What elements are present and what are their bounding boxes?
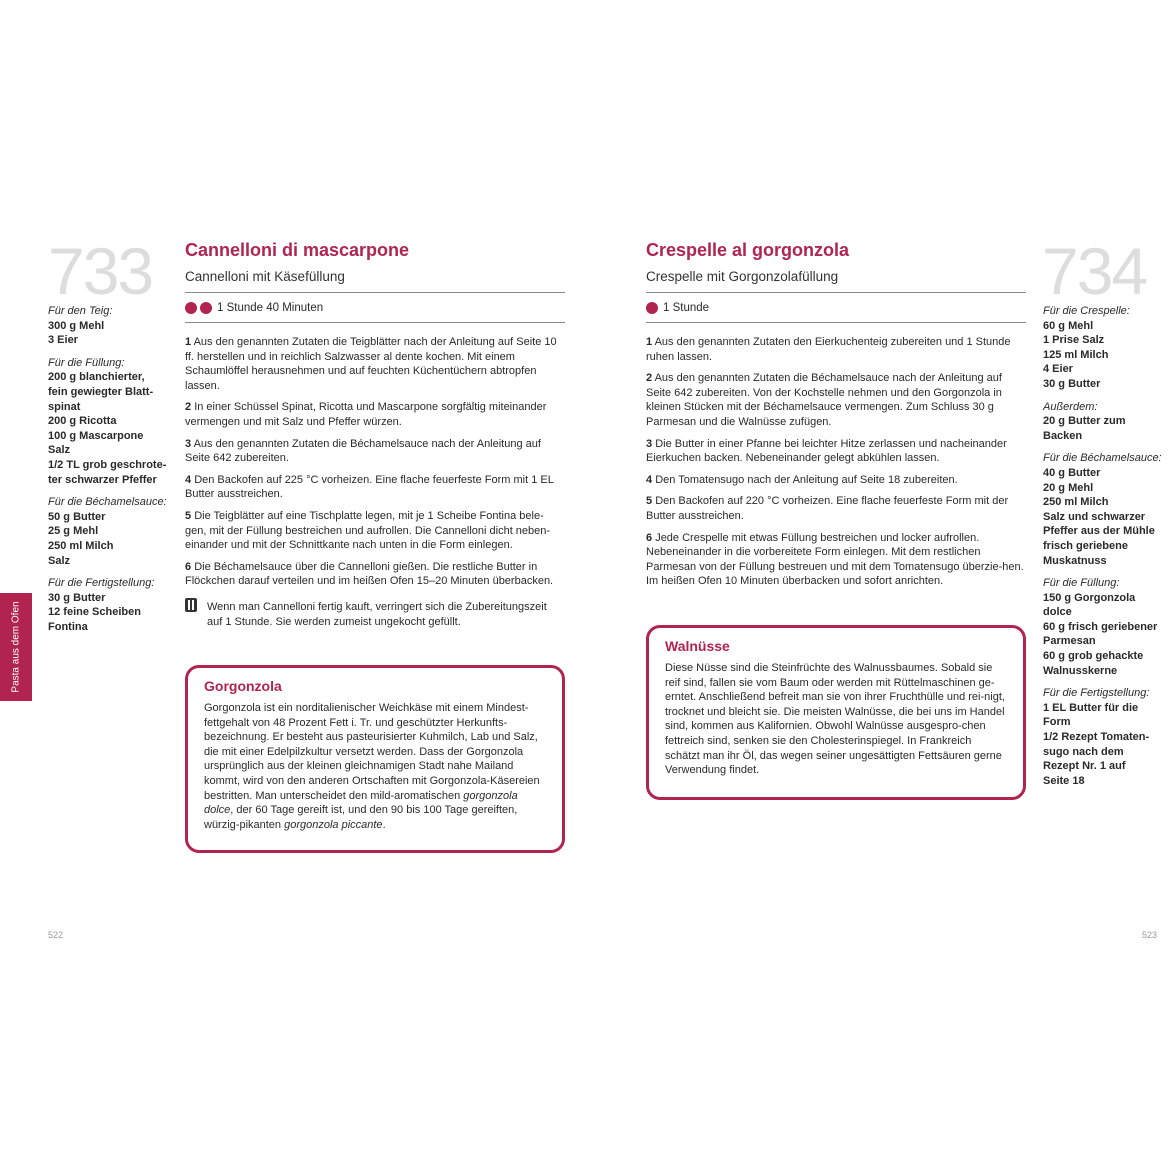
header-rule — [646, 292, 1026, 293]
ingredient-group-label: Für die Füllung: — [1043, 577, 1120, 590]
right-recipe-header — [646, 240, 1026, 284]
recipe-title: Crespelle al gorgonzola — [646, 240, 850, 260]
ingredient-group-items: 300 g Mehl 3 Eier — [48, 319, 105, 347]
prep-time-label: 1 Stunde — [663, 302, 710, 314]
ingredient-group-label: Für die Béchamelsauce: — [48, 496, 167, 509]
step-6: 6 Jede Crespelle mit etwas Füllung bestreichen und locker aufrollen. Nebeneinander in die vorbereitete Form einlegen. Mit dem restlichen Parmesan von der Füllung bestreuen und mit dem Tomatensugo überzie-hen. Im heißen Ofen 10 Minuten überbacken und sofort anrichten. — [646, 531, 1024, 588]
left-ingredients — [48, 304, 178, 642]
time-rule — [185, 322, 565, 323]
step-2: 2 In einer Schüssel Spinat, Ricotta und Mascarpone sorgfältig miteinander vermengen und mit Salz und Pfeffer würzen. — [185, 401, 547, 428]
ingredient-group-label: Für die Fertigstellung: — [48, 577, 155, 590]
prep-time-label: 1 Stunde 40 Minuten — [217, 302, 324, 314]
time-rule — [646, 322, 1026, 323]
step-5: 5 Den Backofen auf 220 °C vorheizen. Eine flache feuerfeste Form mit der Butter ausstreichen. — [646, 495, 1009, 522]
page-number-right: 523 — [1142, 930, 1158, 940]
info-box-title: Walnüsse — [665, 638, 730, 654]
step-5: 5 Die Teigblätter auf eine Tischplatte legen, mit je 1 Scheibe Fontina bele-gen, mit der Füllung bestreichen und aufrollen. Die Cannelloni dicht neben-einander und mit der Schnittkante nach unten in die Form einlegen. — [185, 509, 551, 552]
info-box-title: Gorgonzola — [204, 678, 282, 694]
gorgonzola-info-box — [185, 665, 565, 853]
prep-time — [185, 302, 323, 314]
ingredient-group-items: 200 g blanchierter, fein gewiegter Blatt- spinat 200 g Ricotta 100 g Mascarpone Salz 1/2 TL grob geschrote- ter schwarzer Pfeffer — [48, 371, 167, 486]
step-3: 3 Aus den genannten Zutaten die Béchamelsauce nach der Anleitung auf Seite 642 zubereiten. — [185, 437, 541, 465]
ingredient-group-items: 30 g Butter 12 feine Scheiben Fontina — [48, 591, 141, 633]
recipe-subtitle: Cannelloni mit Käsefüllung — [185, 269, 345, 284]
step-4: 4 Den Backofen auf 225 °C vorheizen. Eine flache feuerfeste Form mit 1 EL Butter ausstreichen. — [185, 473, 554, 501]
ingredient-group-label: Für die Béchamelsauce: — [1043, 452, 1162, 465]
recipe-number-734: 734 — [1042, 234, 1147, 308]
ingredient-group-label: Außerdem: — [1043, 400, 1098, 413]
right-steps — [646, 335, 1026, 596]
ingredient-group-items: 50 g Butter 25 g Mehl 250 ml Milch Salz — [48, 510, 114, 567]
left-steps — [185, 335, 565, 596]
recipe-number-733: 733 — [48, 234, 153, 308]
step-4: 4 Den Tomatensugo nach der Anleitung auf Seite 18 zubereiten. — [646, 473, 958, 486]
info-box-text: Gorgonzola ist ein norditalienischer Weichkäse mit einem Mindest-fettgehalt von 48 Prozent Fett i. Tr. und geschützter Herkunfts-bezeichnung. Er besteht aus pasteurisierter Kuhmilch, Lab und Salz, die mit einer Edelpilzkultur versetzt werden. Dass der Gorgonzola ursprünglich aus der kleinen gleichnamigen Stadt nahe Mailand kommt, wird von den anderen Ortschaften mit Gorgonzola-Käsereien bestritten. Man unterscheidet den mild-aromatischen gorgonzola dolce, der 60 Tage gereift ist, und den 90 bis 100 Tage gereiften, würzig-pikanten gorgonzola piccante. — [204, 702, 540, 831]
walnuts-info-box — [646, 625, 1026, 800]
ingredient-group-items: 60 g Mehl 1 Prise Salz 125 ml Milch 4 Eier 30 g Butter — [1043, 319, 1109, 390]
step-3: 3 Die Butter in einer Pfanne bei leichter Hitze zerlassen und nacheinander Eierkuchen backen. Nebeneinander gelegt abkühlen lassen. — [646, 437, 1007, 465]
time-dot-icon — [185, 302, 197, 314]
time-dot-icon — [200, 302, 212, 314]
ingredient-group-label: Für den Teig: — [48, 305, 113, 317]
ingredient-group-items: 150 g Gorgonzola dolce 60 g frisch geriebener Parmesan 60 g grob gehackte Walnusskerne — [1043, 591, 1158, 677]
recipe-subtitle: Crespelle mit Gorgonzolafüllung — [646, 269, 839, 284]
prep-time — [646, 302, 709, 314]
tip-text: Wenn man Cannelloni fertig kauft, verringert sich die Zubereitungszeit auf 1 Stunde. Sie werden zumeist ungekocht gefüllt. — [207, 601, 547, 628]
step-2: 2 Aus den genannten Zutaten die Béchamelsauce nach der Anleitung auf Seite 642 zubereiten. Von der Kochstelle nehmen und den Gorgonzola in kleinen Stücken mit der Béchamelsauce vermengen. Zum Schluss 30 g Parmesan und die Walnüsse zufügen. — [646, 372, 1002, 428]
step-6: 6 Die Béchamelsauce über die Cannelloni gießen. Die restliche Butter in Flöckchen darauf verteilen und im heißen Ofen 15–20 Minuten überbacken. — [185, 560, 554, 588]
ingredient-group-items: 1 EL Butter für die Form 1/2 Rezept Tomaten- sugo nach dem Rezept Nr. 1 auf Seite 18 — [1043, 701, 1150, 787]
time-dot-icon — [646, 302, 658, 314]
ingredient-group-label: Für die Füllung: — [48, 356, 125, 369]
step-1: 1 Aus den genannten Zutaten die Teigblätter nach der Anleitung auf Seite 10 ff. herstellen und in reichlich Salzwasser al dente kochen. Mit einem Schaumlöffel herausnehmen und auf feuchten Küchentüchern abtropfen lassen. — [185, 336, 557, 392]
ingredient-group-items: 40 g Butter 20 g Mehl 250 ml Milch Salz und schwarzer Pfeffer aus der Mühle frisch geriebene Muskatnuss — [1043, 466, 1155, 567]
ingredient-group-items: 20 g Butter zum Backen — [1043, 415, 1126, 442]
chapter-side-tab-label: Pasta aus dem Ofen — [10, 601, 22, 693]
page-number-left: 522 — [48, 930, 64, 940]
left-recipe-header — [185, 240, 565, 284]
cutlery-icon — [185, 598, 197, 612]
chapter-side-tab — [0, 593, 32, 701]
header-rule — [185, 292, 565, 293]
right-ingredients — [1043, 304, 1165, 796]
step-1: 1 Aus den genannten Zutaten den Eierkuchenteig zubereiten und 1 Stunde ruhen lassen. — [646, 336, 1011, 363]
ingredient-group-label: Für die Crespelle: — [1043, 305, 1130, 317]
ingredient-group-label: Für die Fertigstellung: — [1043, 687, 1150, 700]
recipe-title: Cannelloni di mascarpone — [185, 240, 410, 260]
info-box-text: Diese Nüsse sind die Steinfrüchte des Walnussbaumes. Sobald sie reif sind, fallen sie vom Baum oder werden mit Rüttelmaschinen ge-erntet. Anschließend befreit man sie von ihrer Fruchthülle und rei-nigt, trocknet und bleicht sie. Die meisten Walnüsse, die bei uns im Handel sind, kommen aus Kalifornien. Obwohl Walnüsse ausgespro-chen fettreich sind, senken sie den Cholesterinspiegel. In Frankreich schätzt man ihr Öl, das wegen seiner ungesättigten Fettsäuren gerne Verwendung findet. — [665, 662, 1005, 777]
